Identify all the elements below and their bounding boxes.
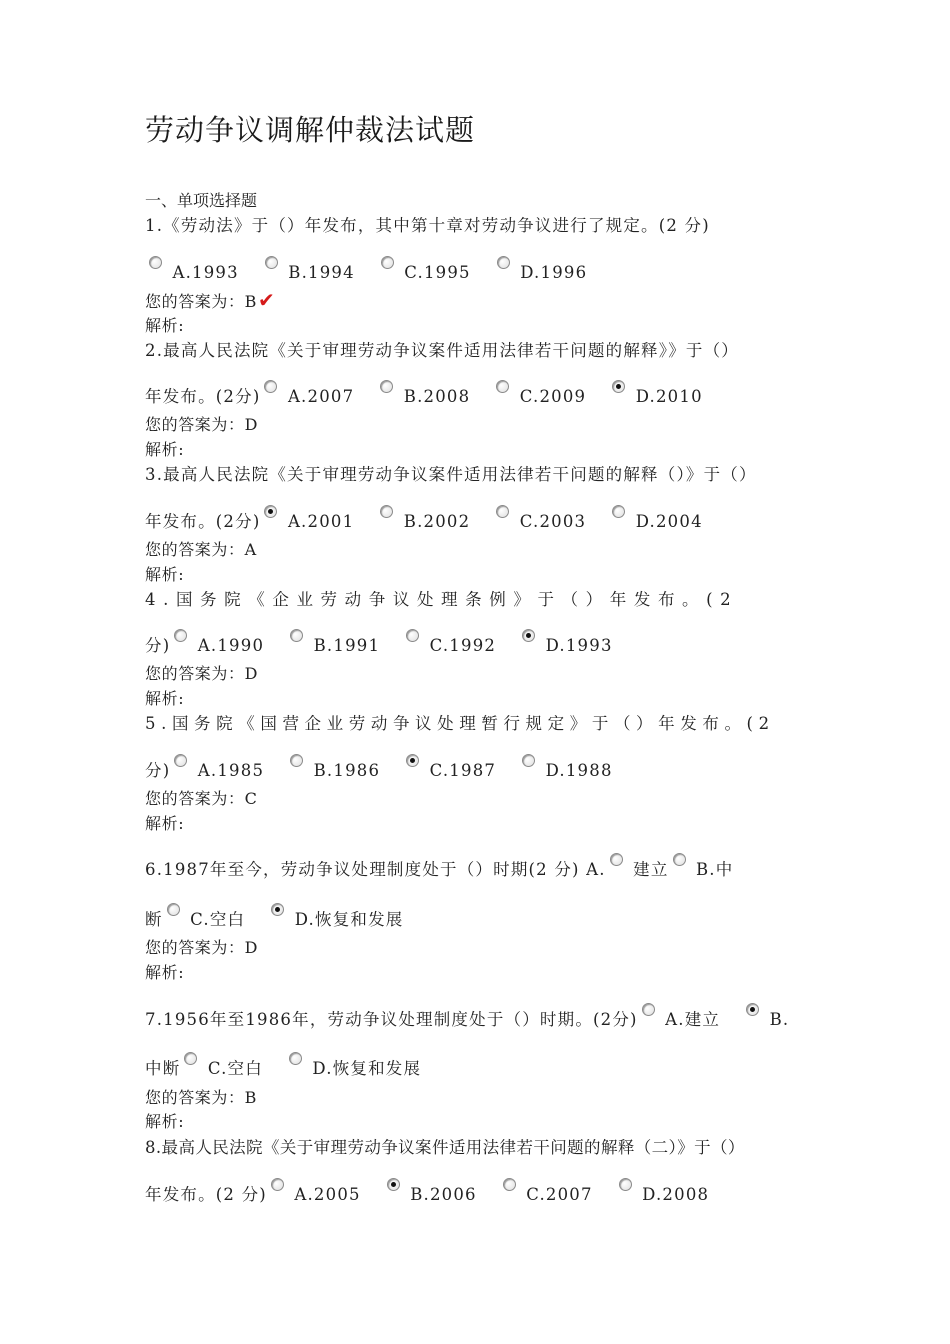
radio-option-d[interactable]: [289, 1052, 302, 1065]
radio-option-d[interactable]: [619, 1178, 632, 1191]
answer-value: D: [244, 415, 259, 434]
question-stem-cont: 年发布。(2 分): [145, 1185, 267, 1204]
radio-option-a[interactable]: [174, 629, 187, 642]
question-3-stem: 3.最高人民法院《关于审理劳动争议案件适用法律若干问题的解释（）》于（）: [145, 465, 757, 484]
analysis-label: 解析:: [145, 565, 185, 584]
analysis-label: 解析:: [145, 814, 185, 833]
radio-option-b[interactable]: [290, 629, 303, 642]
option-label: A.1990: [197, 636, 265, 655]
radio-option-d[interactable]: [497, 256, 510, 269]
answer-value: B: [244, 1088, 257, 1107]
question-2-stem: 2.最高人民法院《关于审理劳动争议案件适用法律若干问题的解释》》于（）: [145, 341, 739, 360]
answer-prefix: 您的答案为：: [145, 540, 245, 559]
option-label: C.2007: [526, 1185, 593, 1204]
option-label: A.: [586, 860, 606, 879]
option-label: 中断: [145, 1059, 181, 1078]
radio-option-c[interactable]: [167, 903, 180, 916]
radio-option-d[interactable]: [612, 380, 625, 393]
analysis-label: 解析:: [145, 689, 185, 708]
option-label: C.2003: [519, 512, 587, 531]
answer-prefix: 您的答案为：: [145, 415, 245, 434]
option-label: C.1987: [429, 761, 497, 780]
option-label: A.2001: [287, 512, 355, 531]
option-label: B.1991: [313, 636, 381, 655]
answer-value: D: [244, 938, 259, 957]
question-stem-cont: 分): [145, 636, 171, 655]
option-label: B.2008: [403, 387, 471, 406]
question-4-stem: 4.国务院《企业劳动争议处理条例》于（）年发布。(2: [145, 590, 739, 609]
answer-prefix: 您的答案为：: [145, 664, 245, 683]
option-label: D.1996: [520, 263, 588, 282]
answer-line: [145, 537, 257, 560]
option-label: C.1992: [429, 636, 497, 655]
section-heading: 一、单项选择题: [145, 191, 258, 210]
option-label: B.1986: [313, 761, 381, 780]
radio-option-b[interactable]: [387, 1178, 400, 1191]
correct-check-icon: ✔: [257, 288, 276, 312]
radio-option-c[interactable]: [184, 1052, 197, 1065]
answer-line: [145, 786, 257, 809]
option-label: D.2010: [635, 387, 703, 406]
radio-option-b[interactable]: [290, 754, 303, 767]
option-label: A.2005: [294, 1185, 361, 1204]
analysis-label: 解析:: [145, 1112, 185, 1131]
radio-option-c[interactable]: [406, 754, 419, 767]
question-5-options: [145, 754, 635, 781]
option-label: B.中: [695, 860, 734, 879]
option-label: 建立: [633, 860, 669, 879]
option-label: D.2008: [642, 1185, 710, 1204]
question-7-stem: [145, 1003, 789, 1030]
option-label: C.1995: [404, 263, 471, 282]
question-1-stem: 1.《劳动法》于（）年发布，其中第十章对劳动争议进行了规定。(2 分): [145, 216, 710, 235]
radio-option-b[interactable]: [673, 853, 686, 866]
radio-option-a[interactable]: [174, 754, 187, 767]
option-label: 断: [145, 910, 163, 929]
option-label: A.2007: [287, 387, 355, 406]
question-4-options: [145, 629, 635, 656]
option-label: A.1985: [197, 761, 265, 780]
answer-prefix: 您的答案为：: [145, 938, 245, 957]
option-label: D.2004: [635, 512, 703, 531]
radio-option-d[interactable]: [522, 754, 535, 767]
answer-value: B: [244, 292, 257, 311]
question-stem-cont: 年发布。(2分): [145, 387, 261, 406]
option-label: D.恢复和发展: [294, 910, 404, 929]
radio-option-b[interactable]: [380, 380, 393, 393]
question-6-stem: [145, 853, 733, 880]
answer-prefix: 您的答案为：: [145, 1088, 245, 1107]
option-label: D.1993: [545, 636, 613, 655]
question-1-options: [145, 256, 609, 282]
question-6-options: [145, 903, 426, 930]
radio-option-d[interactable]: [271, 903, 284, 916]
answer-line: [145, 935, 258, 958]
answer-prefix: 您的答案为：: [145, 789, 245, 808]
question-7-options: [145, 1052, 443, 1079]
answer-value: A: [244, 540, 257, 559]
radio-option-c[interactable]: [496, 505, 509, 518]
answer-line: [145, 661, 258, 684]
question-5-stem: 5.国务院《国营企业劳动争议处理暂行规定》于（）年发布。(2: [145, 714, 775, 733]
answer-prefix: 您的答案为：: [145, 292, 245, 311]
radio-option-c[interactable]: [503, 1178, 516, 1191]
answer-value: C: [244, 789, 258, 808]
radio-option-a[interactable]: [149, 256, 162, 269]
option-label: C.空白: [207, 1059, 263, 1078]
radio-option-b[interactable]: [265, 256, 278, 269]
radio-option-a[interactable]: [271, 1178, 284, 1191]
answer-line: [145, 412, 258, 435]
radio-option-c[interactable]: [406, 629, 419, 642]
answer-line: [145, 288, 275, 312]
radio-option-a[interactable]: [642, 1003, 655, 1016]
option-label: B.1994: [288, 263, 355, 282]
option-label: B.: [769, 1010, 790, 1029]
radio-option-b[interactable]: [380, 505, 393, 518]
option-label: D.恢复和发展: [312, 1059, 422, 1078]
option-label: C.2009: [519, 387, 587, 406]
question-stem-cont: 分): [145, 761, 171, 780]
radio-option-d[interactable]: [612, 505, 625, 518]
answer-value: D: [244, 664, 259, 683]
option-label: B.2006: [410, 1185, 477, 1204]
analysis-label: 解析:: [145, 440, 185, 459]
page-title: 劳动争议调解仲裁法试题: [145, 113, 476, 147]
question-8-stem: 8.最高人民法院《关于审理劳动争议案件适用法律若干问题的解释（二）》于（）: [145, 1138, 745, 1157]
radio-option-b[interactable]: [746, 1003, 759, 1016]
question-2-options: [145, 380, 725, 407]
question-stem: 6.1987年至今，劳动争议处理制度处于（）时期(2 分): [145, 860, 580, 879]
radio-option-d[interactable]: [522, 629, 535, 642]
answer-line: [145, 1085, 257, 1108]
radio-option-a[interactable]: [610, 853, 623, 866]
radio-option-c[interactable]: [381, 256, 394, 269]
option-label: C.空白: [190, 910, 246, 929]
radio-option-a[interactable]: [264, 380, 277, 393]
option-label: A.1993: [172, 263, 239, 282]
question-stem-cont: 年发布。(2分): [145, 512, 261, 531]
radio-option-a[interactable]: [264, 505, 277, 518]
radio-option-c[interactable]: [496, 380, 509, 393]
question-3-options: [145, 505, 725, 532]
option-label: A.建立: [665, 1010, 721, 1029]
option-label: D.1988: [545, 761, 613, 780]
option-label: B.2002: [403, 512, 471, 531]
analysis-label: 解析:: [145, 963, 185, 982]
question-stem: 7.1956年至1986年，劳动争议处理制度处于（）时期。(2分): [145, 1010, 638, 1029]
question-8-options: [145, 1178, 731, 1205]
analysis-label: 解析:: [145, 316, 185, 335]
